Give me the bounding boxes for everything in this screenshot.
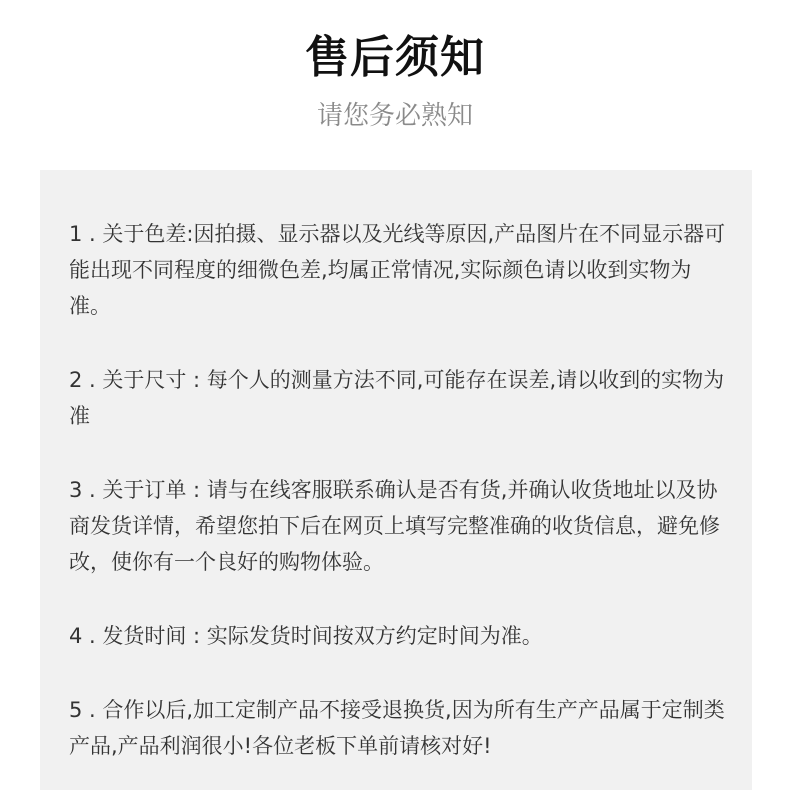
notice-item-shipping-time: 4 . 发货时间 : 实际发货时间按双方约定时间为准。: [69, 624, 543, 648]
notice-item-custom-products: 5 . 合作以后,加工定制产品不接受退换货,因为所有生产产品属于定制类产品,产品利润很小!各位老板下单前请核对好!: [69, 698, 725, 758]
notice-item-color-difference: 1 . 关于色差:因拍摄、显示器以及光线等原因,产品图片在不同显示器可能出现不同程度的细微色差,均属正常情况,实际颜色请以收到实物为准。: [69, 222, 726, 318]
notice-list: [69, 216, 729, 802]
notice-panel: [40, 170, 752, 790]
page-title: 售后须知: [305, 32, 485, 83]
page-subtitle: 请您务必熟知: [316, 101, 473, 131]
notice-item-order: 3 . 关于订单 : 请与在线客服联系确认是否有货,并确认收货地址以及协商发货详情，希望您拍下后在网页上填写完整准确的收货信息，避免修改，使你有一个良好的购物体验。: [69, 478, 720, 574]
notice-item-size: 2 . 关于尺寸 : 每个人的测量方法不同,可能存在误差,请以收到的实物为准: [69, 368, 725, 428]
